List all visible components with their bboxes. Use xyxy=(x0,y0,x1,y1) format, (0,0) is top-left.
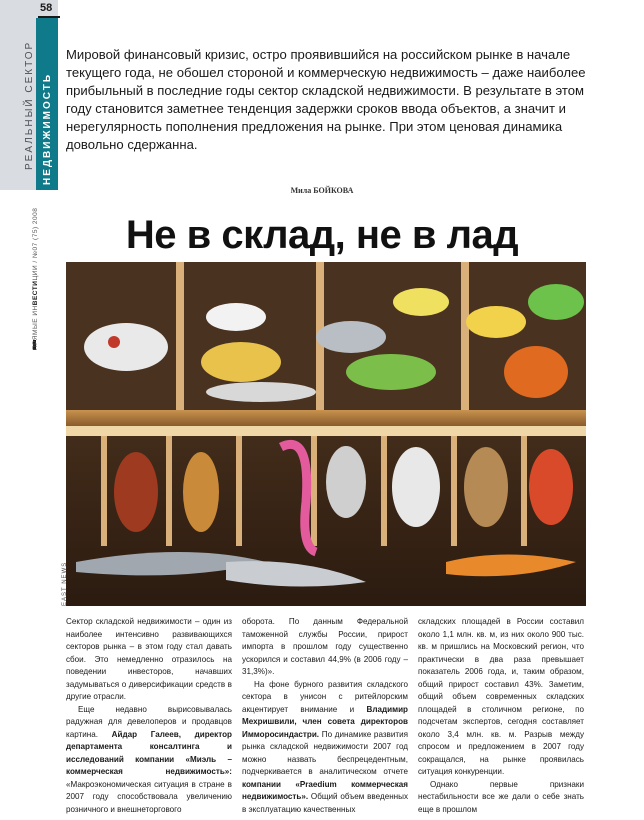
fishing-lures-illustration xyxy=(66,262,586,606)
page-number: 58 xyxy=(40,2,53,14)
paragraph: Однако первые признаки нестабильности все же дали о себе знать еще в прошлом xyxy=(418,779,584,814)
paragraph: Сектор складской недвижимости – один из наиболее интенсивно развивающихся секторов рынка – в этом году стал давать сбои. Это немедленно отразилось на поведении инвесторов, начавших задумываться о диверсификации средств в другие отрасли. xyxy=(66,617,232,701)
paragraph: складских площадей в России составил около 1,1 млн. кв. м, из них около 900 тыс. кв. м пришлись на Московский регион, что практически в два раза превышает показатель 2006 года, и, таким образом, общий прирост составил 43%. Заметим, общий объем современных складских площадей в столичном регионе, по подсчетам экспертов, сегодня составляет около 3,4 млн. кв. м. Разрыв между спросом и предложением в 2007 году сокращался, на рынке проявилась ситуация конкуренции. xyxy=(418,617,584,776)
section-name: РЕАЛЬНЫЙ СЕКТОР xyxy=(24,40,35,170)
expert-name: Владимир Мехришвили, член совета директоров Имморосиндастри. xyxy=(242,704,408,739)
article-column-2 xyxy=(242,616,408,816)
subsection-name: НЕДВИЖИМОСТЬ xyxy=(42,72,53,185)
paragraph-text: «Макроэкономическая ситуация в стране в 2007 году способствовала увеличению розничного и внешнеторгового xyxy=(66,779,232,814)
paragraph xyxy=(242,679,408,817)
article-column-1 xyxy=(66,616,232,816)
section-rule xyxy=(38,16,60,18)
paragraph: оборота. По данным Федеральной таможенной службы России, прирост импорта в прошлом году существенно ускорился и составил 44,9% (в 2006 году – 31,3%)». xyxy=(242,617,408,676)
article-title: Не в склад, не в лад xyxy=(125,213,519,257)
photo-credit: EAST NEWS xyxy=(62,561,68,606)
article-column-3 xyxy=(418,616,584,816)
issue-brand: ВЕСТИ xyxy=(32,280,39,306)
article-photo xyxy=(66,262,586,606)
paragraph-text: На фоне бурного развития складского сектора в унисон с ритейлорским акцентирует внимание и xyxy=(242,679,408,714)
company-name: компании «Praedium коммерческая недвижимость». xyxy=(242,779,408,801)
paragraph-text: По динамике развития рынка складской недвижимости 2007 год можно назвать беспрецедентным, подчеркивается в аналитическом отчете xyxy=(242,729,408,776)
paragraph-text: Еще недавно вырисовывалась радужная для девелоперов и продавцов картина. xyxy=(66,704,232,739)
paragraph xyxy=(66,704,232,817)
expert-quote-attribution: Айдар Галеев, директор департамента консалтинга и исследований компании «Миэль – коммерческая недвижимость»: xyxy=(66,729,232,776)
author-byline: Мила БОЙКОВА xyxy=(290,186,354,195)
issue-prefix: ПРЯМЫЕ ИН xyxy=(32,305,39,350)
lead-paragraph: Мировой финансовый кризис, остро проявившийся на российском рынке в начале текущего года, не обошел стороной и коммерческую недвижимость – даже наиболее прибыльный в последние годы сектор складской недвижимости. В результате в этом году становится заметнее тенденция задержки сроков ввода объектов, а значит и нерегулярность пополнения предложения на рынке. При этом ценовая динамика довольно сдержанна. xyxy=(66,47,586,152)
issue-suffix: ЦИИ / №07 (75) 2008 xyxy=(32,207,39,281)
paragraph-text: Общий объем введенных в эксплуатацию качественных xyxy=(242,792,408,814)
